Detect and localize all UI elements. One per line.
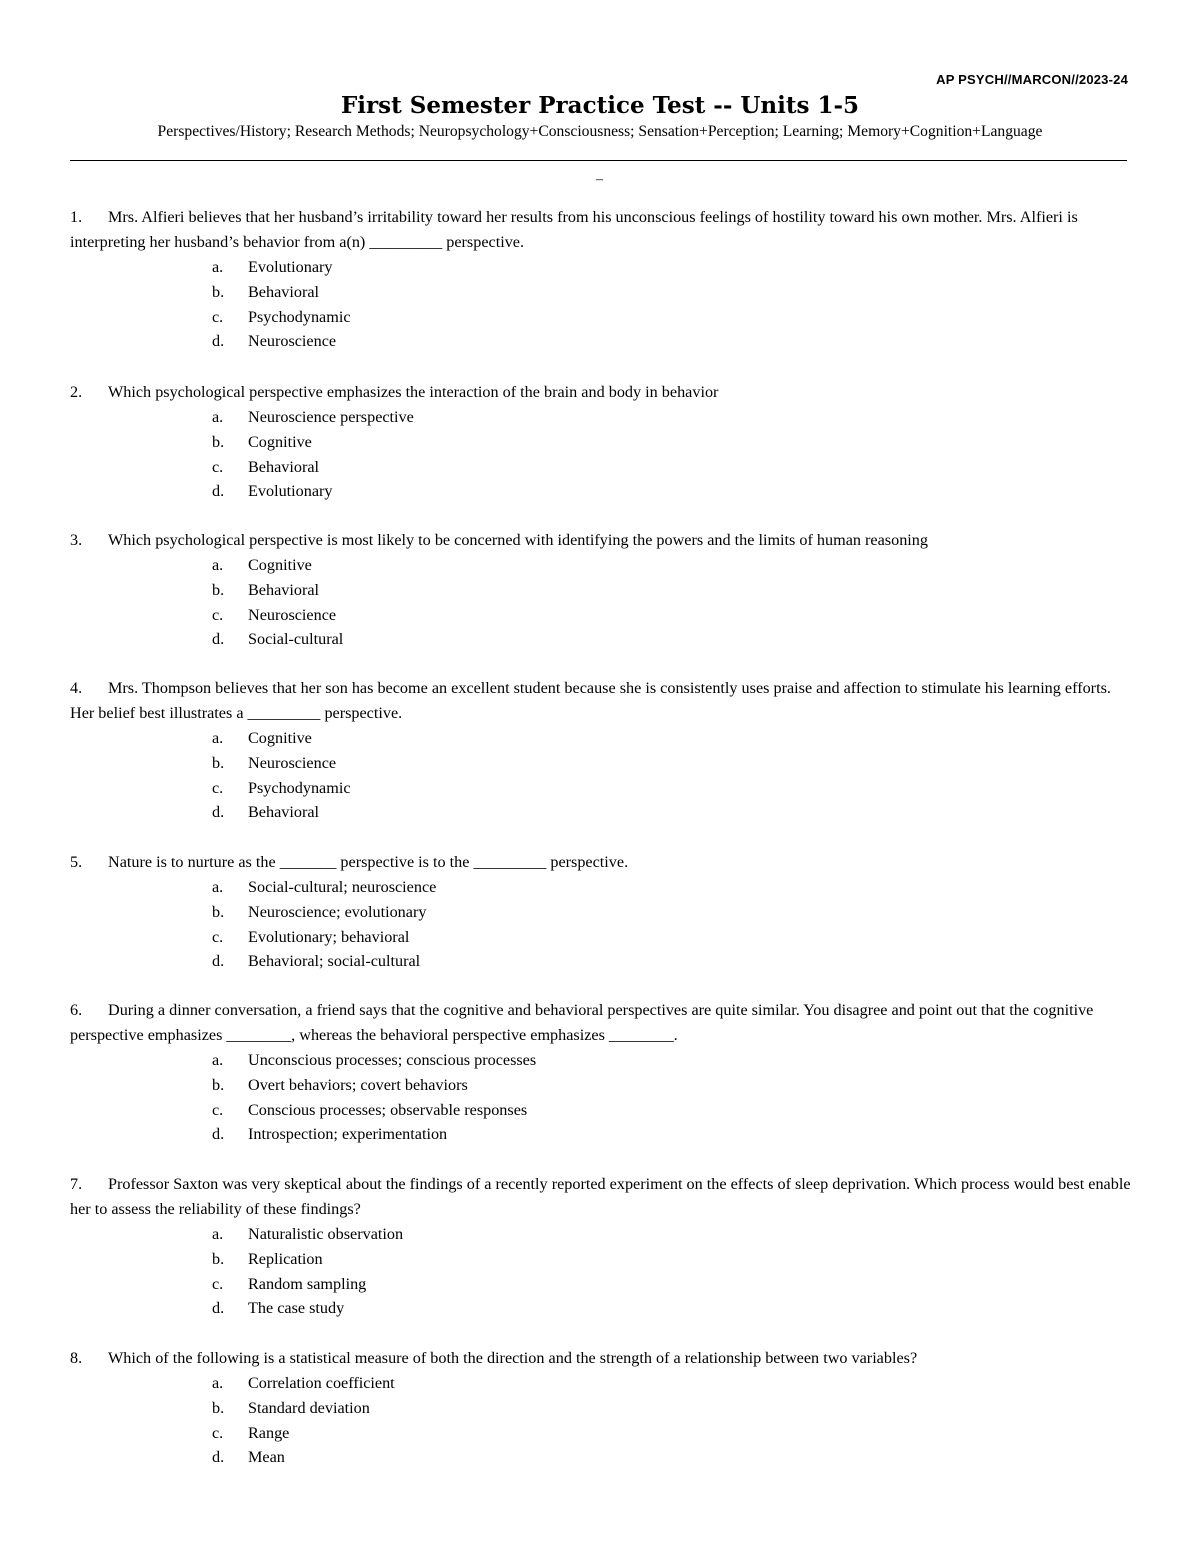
question-text: [70, 1346, 1132, 1371]
question-8: [70, 1346, 1132, 1470]
option-letter: c.: [212, 1423, 224, 1442]
option-text: Behavioral: [248, 457, 320, 476]
option-letter: c.: [212, 778, 224, 797]
question-stem: Which of the following is a statistical measure of both the direction and the strength of a relationship between two variables?: [108, 1349, 918, 1367]
option-text: Unconscious processes; conscious processes: [248, 1051, 537, 1069]
option-text: Standard deviation: [248, 1398, 370, 1417]
page-title: First Semester Practice Test -- Units 1-5: [340, 92, 860, 119]
header-dash: –: [596, 172, 603, 187]
question-stem: During a dinner conversation, a friend says that the cognitive and behavioral perspectives are quite similar. You disagree and point out that the cognitive perspective emphasizes ________, whereas the behavioral perspective emphasizes ________.: [70, 1001, 1094, 1044]
question-stem: Professor Saxton was very skeptical about the findings of a recently reported experiment on the effects of sleep deprivation. Which process would best enable her to assess the reliability of these findings?: [70, 1175, 1131, 1218]
option-letter: d.: [212, 482, 225, 501]
question-stem: Which psychological perspective is most likely to be concerned with identifying the powers and the limits of human reasoning: [108, 531, 928, 549]
option-letter: c.: [212, 457, 224, 476]
question-stem: Nature is to nurture as the _______ perspective is to the _________ perspective.: [108, 853, 629, 871]
option-item[interactable]: [70, 1048, 1132, 1073]
option-text: Evolutionary: [248, 258, 333, 276]
option-letter: c.: [212, 927, 224, 946]
question-text: [70, 998, 1132, 1048]
option-text: Behavioral: [248, 282, 320, 301]
question-number: 1.: [70, 208, 83, 226]
option-letter: b.: [212, 753, 225, 772]
option-item[interactable]: [70, 751, 1132, 776]
option-text: Behavioral: [248, 580, 320, 599]
question-stem: Mrs. Alfieri believes that her husband’s irritability toward her results from his unconscious feelings of hostility toward his own mother. Mrs. Alfieri is interpreting her husband’s behavior from a(n) _________ perspective.: [70, 208, 1078, 251]
option-list: [70, 1222, 1132, 1321]
question-number: 5.: [70, 853, 83, 871]
question-text: [70, 676, 1132, 726]
question-stem: Which psychological perspective emphasizes the interaction of the brain and body in behavior: [108, 383, 719, 401]
question-stem: Mrs. Thompson believes that her son has become an excellent student because she is consistently uses praise and affection to stimulate his learning efforts. Her belief best illustrates a _________ perspective.: [70, 679, 1111, 722]
option-text: Range: [248, 1423, 290, 1442]
option-list: [70, 553, 1132, 652]
option-text: Behavioral: [248, 803, 320, 822]
option-item[interactable]: [70, 578, 1132, 603]
option-item[interactable]: [70, 405, 1132, 430]
option-text: Neuroscience perspective: [248, 408, 414, 426]
option-text: Introspection; experimentation: [248, 1125, 448, 1144]
option-letter: a.: [212, 1225, 224, 1243]
option-item[interactable]: [70, 430, 1132, 455]
option-letter: c.: [212, 1274, 224, 1293]
option-item[interactable]: [70, 1222, 1132, 1247]
option-letter: a.: [212, 878, 224, 896]
option-text: The case study: [248, 1299, 345, 1318]
option-item[interactable]: [70, 1247, 1132, 1272]
option-item[interactable]: [70, 925, 1132, 950]
option-letter: c.: [212, 1100, 224, 1119]
question-number: 2.: [70, 383, 83, 401]
option-letter: b.: [212, 1398, 225, 1417]
option-item[interactable]: [70, 875, 1132, 900]
option-item[interactable]: [70, 1421, 1132, 1446]
option-letter: d.: [212, 630, 225, 649]
question-4: [70, 676, 1132, 825]
option-item[interactable]: [70, 1122, 1132, 1147]
option-text: Psychodynamic: [248, 307, 351, 326]
question-7: [70, 1172, 1132, 1321]
course-tag: AP PSYCH//MARCON//2023-24: [936, 72, 1128, 87]
option-item[interactable]: [70, 603, 1132, 628]
option-text: Cognitive: [248, 432, 312, 451]
option-letter: b.: [212, 902, 225, 921]
question-number: 3.: [70, 531, 83, 549]
option-text: Behavioral; social-cultural: [248, 952, 421, 971]
option-text: Social-cultural; neuroscience: [248, 878, 437, 896]
header-divider: [70, 160, 1127, 161]
option-text: Neuroscience: [248, 605, 337, 624]
option-item[interactable]: [70, 329, 1132, 354]
option-letter: d.: [212, 1125, 225, 1144]
question-text: [70, 380, 1132, 405]
option-list: [70, 255, 1132, 354]
option-text: Neuroscience: [248, 753, 337, 772]
question-5: [70, 850, 1132, 974]
option-item[interactable]: [70, 800, 1132, 825]
option-letter: a.: [212, 408, 224, 426]
option-letter: d.: [212, 803, 225, 822]
option-letter: c.: [212, 605, 224, 624]
option-list: [70, 726, 1132, 825]
option-letter: d.: [212, 952, 225, 971]
question-text: [70, 1172, 1132, 1222]
option-text: Cognitive: [248, 729, 312, 747]
option-item[interactable]: [70, 280, 1132, 305]
option-item[interactable]: [70, 255, 1132, 280]
option-letter: b.: [212, 580, 225, 599]
option-letter: b.: [212, 432, 225, 451]
option-item[interactable]: [70, 776, 1132, 801]
option-item[interactable]: [70, 1445, 1132, 1470]
option-letter: d.: [212, 332, 225, 351]
question-text: [70, 205, 1132, 255]
option-item[interactable]: [70, 900, 1132, 925]
option-letter: a.: [212, 1051, 224, 1069]
question-text: [70, 850, 1132, 875]
option-text: Social-cultural: [248, 630, 344, 649]
option-text: Random sampling: [248, 1274, 367, 1293]
option-text: Neuroscience: [248, 332, 337, 351]
option-item[interactable]: [70, 479, 1132, 504]
option-text: Evolutionary: [248, 482, 333, 501]
option-item[interactable]: [70, 1098, 1132, 1123]
option-text: Cognitive: [248, 556, 312, 574]
option-text: Evolutionary; behavioral: [248, 927, 410, 946]
option-text: Replication: [248, 1249, 323, 1268]
option-item[interactable]: [70, 1296, 1132, 1321]
option-item[interactable]: [70, 553, 1132, 578]
option-text: Correlation coefficient: [248, 1374, 395, 1392]
question-number: 7.: [70, 1175, 83, 1193]
question-number: 8.: [70, 1349, 83, 1367]
question-3: [70, 528, 1132, 652]
option-item[interactable]: [70, 627, 1132, 652]
option-list: [70, 1048, 1132, 1147]
option-text: Conscious processes; observable responses: [248, 1100, 528, 1119]
option-text: Mean: [248, 1448, 285, 1467]
option-item[interactable]: [70, 726, 1132, 751]
option-item[interactable]: [70, 305, 1132, 330]
question-6: [70, 998, 1132, 1147]
option-item[interactable]: [70, 1371, 1132, 1396]
option-letter: a.: [212, 258, 224, 276]
question-number: 6.: [70, 1001, 83, 1019]
option-list: [70, 1371, 1132, 1470]
option-item[interactable]: [70, 949, 1132, 974]
option-list: [70, 875, 1132, 974]
option-text: Neuroscience; evolutionary: [248, 902, 427, 921]
option-letter: d.: [212, 1448, 225, 1467]
option-letter: a.: [212, 556, 224, 574]
question-text: [70, 528, 1132, 553]
option-letter: b.: [212, 282, 225, 301]
option-text: Overt behaviors; covert behaviors: [248, 1075, 468, 1094]
question-2: [70, 380, 1132, 504]
option-text: Psychodynamic: [248, 778, 351, 797]
option-letter: a.: [212, 729, 224, 747]
question-1: [70, 205, 1132, 354]
option-letter: b.: [212, 1075, 225, 1094]
question-number: 4.: [70, 679, 83, 697]
option-letter: a.: [212, 1374, 224, 1392]
option-list: [70, 405, 1132, 504]
option-item[interactable]: [70, 1272, 1132, 1297]
option-item[interactable]: [70, 1396, 1132, 1421]
page-subtitle: Perspectives/History; Research Methods; Neuropsychology+Consciousness; Sensation+Perception; Learning; Memory+Cognition+Language: [157, 123, 1043, 140]
option-item[interactable]: [70, 1073, 1132, 1098]
option-letter: b.: [212, 1249, 225, 1268]
option-letter: c.: [212, 307, 224, 326]
option-item[interactable]: [70, 455, 1132, 480]
option-text: Naturalistic observation: [248, 1225, 404, 1243]
option-letter: d.: [212, 1299, 225, 1318]
